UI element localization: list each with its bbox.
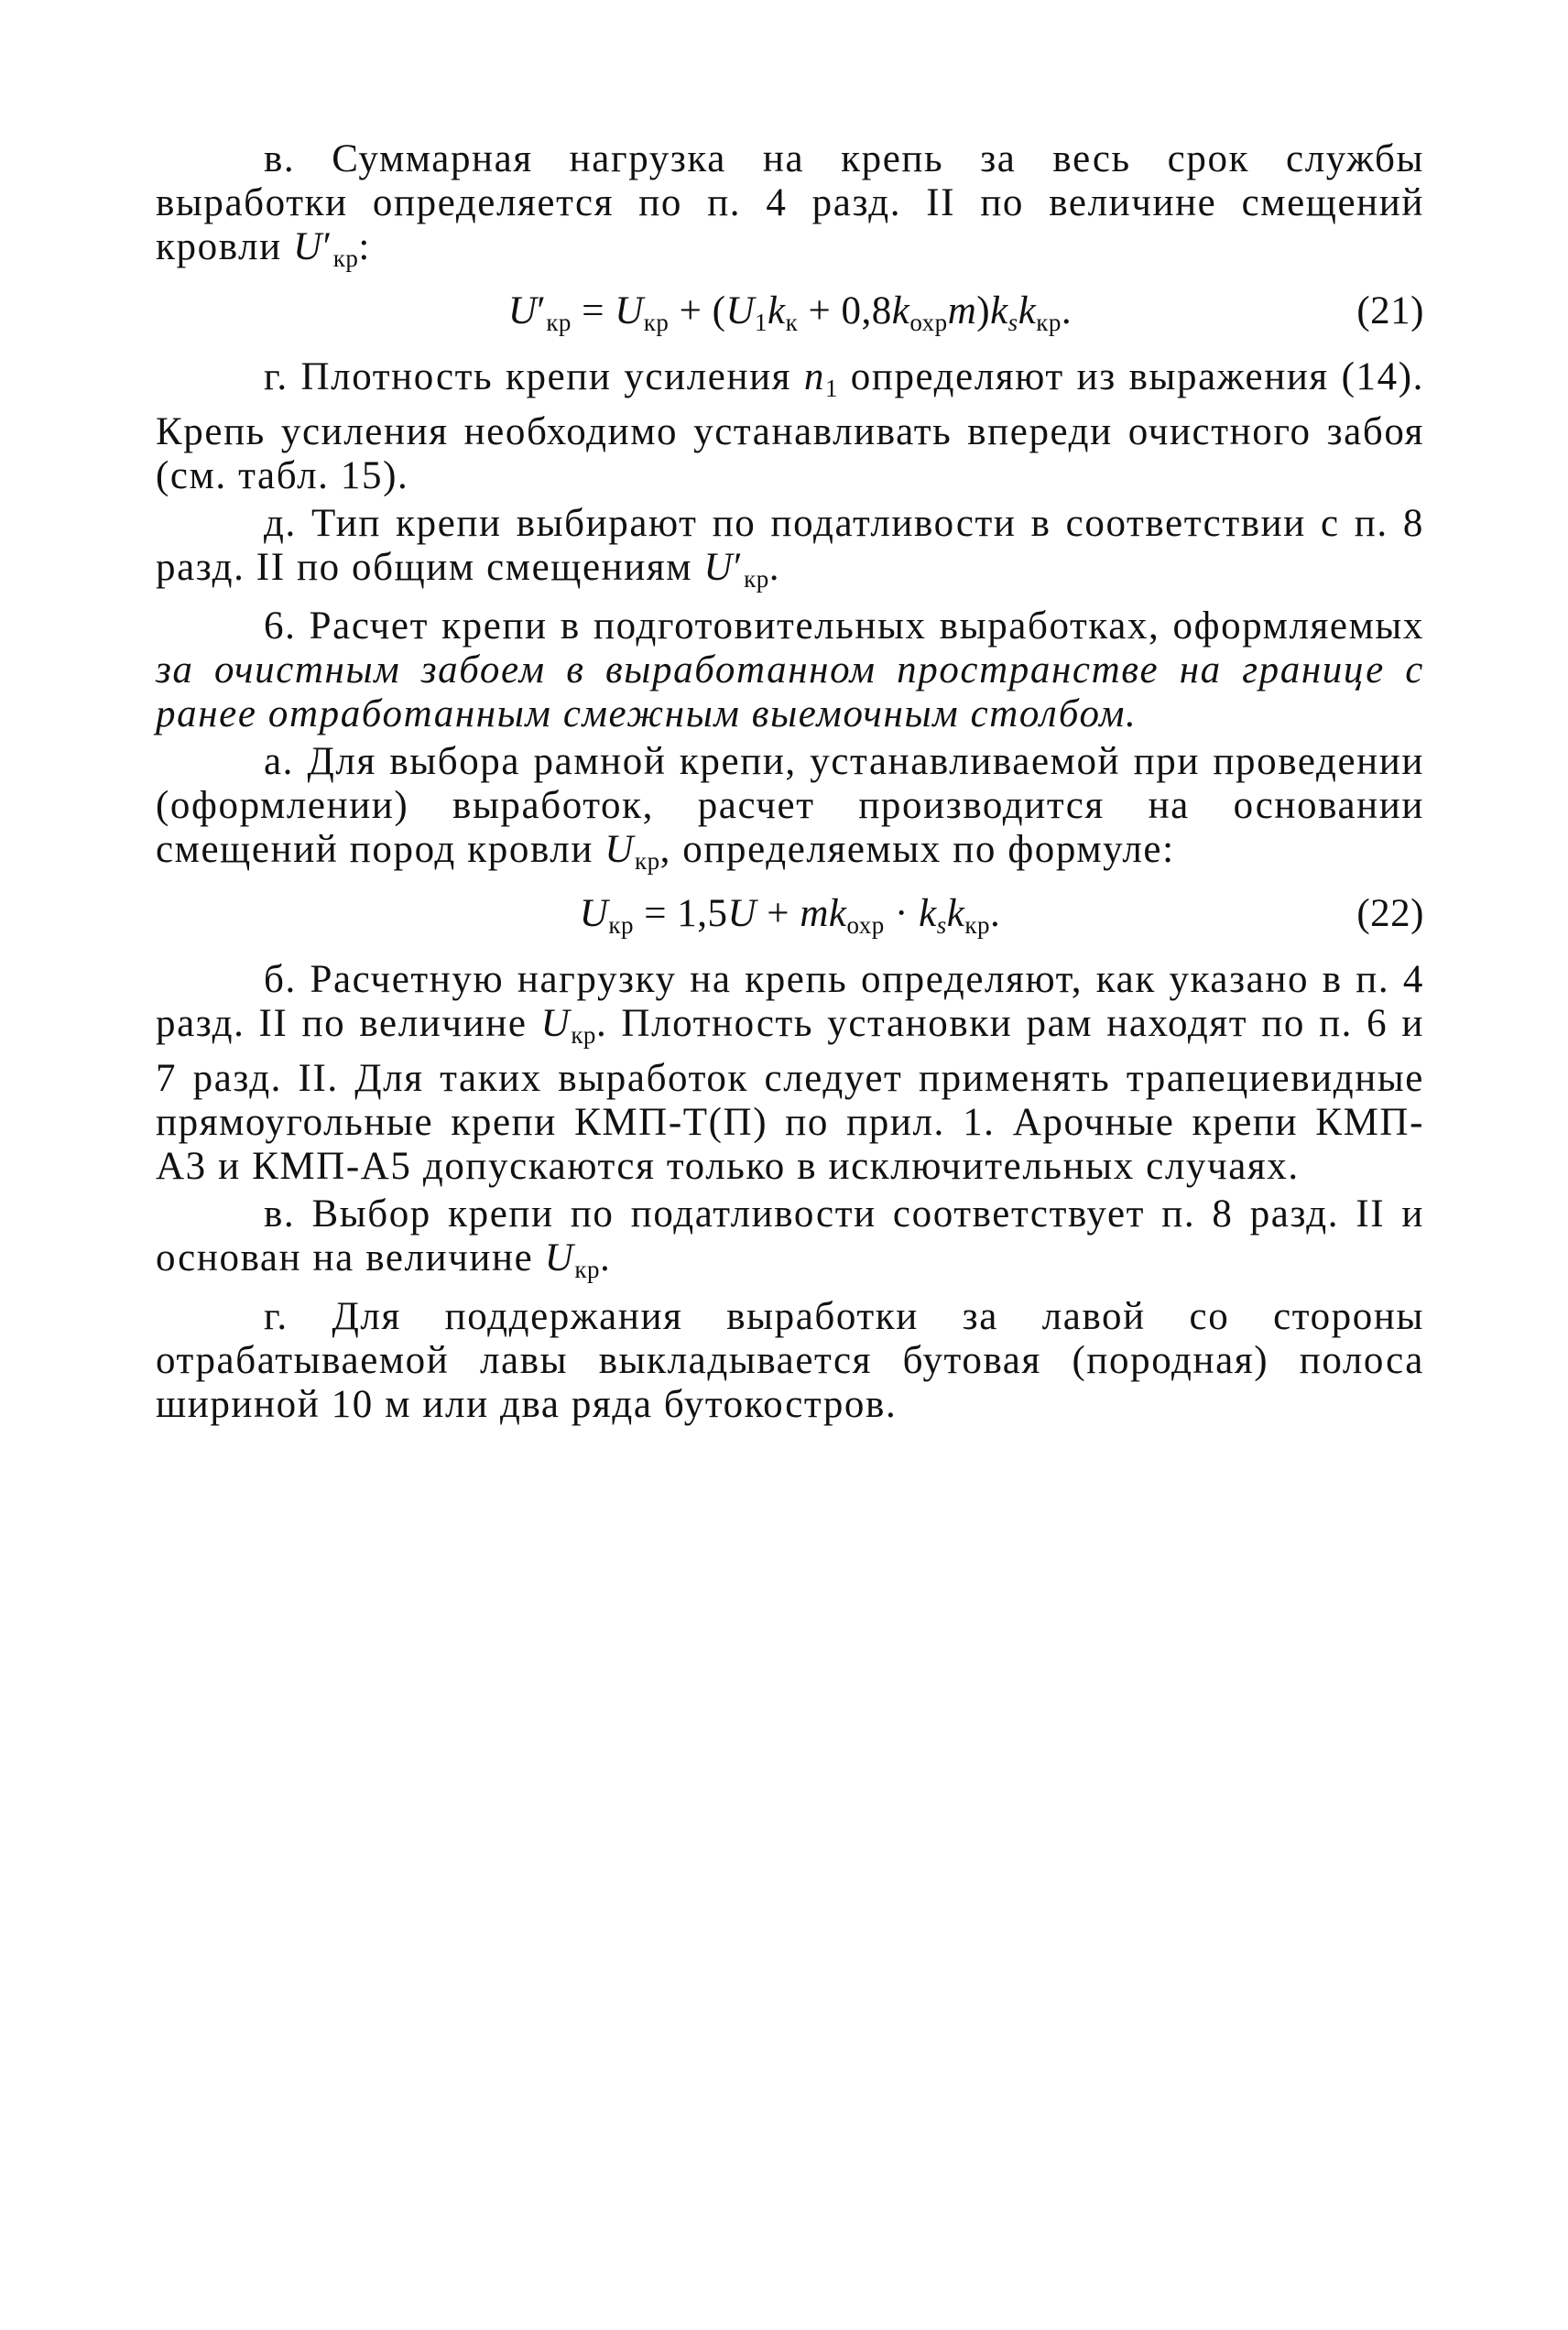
paragraph-d-type: д. Тип крепи выбирают по податливости в соответствии с п. 8 разд. II по общим смещениям $U'_{кр}$. [156,502,1424,593]
formula-21-expression: $U'_{кр} = U_{кр} + (U_1k_к + 0,8k_{охр}m)k_sk_{кр}$. [507,289,1073,336]
formula-22-expression: $U_{кр} = 1,5U + mk_{охр} \cdot k_sk_{кр}$. [579,892,1001,939]
equation-number-21: (21) [1356,289,1424,332]
symbol-u: U [293,225,323,268]
equation-number-22: (22) [1356,892,1424,935]
formula-21 [156,288,1424,335]
paragraph-v-yield-choice: в. Выбор крепи по податливости соответствует п. 8 разд. II и основан на величине $U_{кр}$. [156,1192,1424,1283]
paragraph-a-frame-support: а. Для выбора рамной крепи, устанавливаемой при проведении (оформлении) выработок, расчет производится на основании смещений пород кровли $U_{кр}$, определяемых по формуле: [156,740,1424,875]
paragraph-g-density: г. Плотность крепи усиления $n_1$ определяют из выражения (14). Крепь усиления необходимо устанавливать впереди очистного забоя (см. табл. 15). [156,355,1424,497]
paragraph-6-calculation: 6. Расчет крепи в подготовительных выработках, оформляемых за очистным забоем в выработанном пространстве на границе с ранее отработанным смежным выемочным столбом. [156,604,1424,735]
formula-22 [156,890,1424,938]
paragraph-b-design-load: б. Расчетную нагрузку на крепь определяют, как указано в п. 4 разд. II по величине $U_{кр}$. Плотность установки рам находят по п. 6 и 7 разд. II. Для таких выработок следует применять трапециевидные прямоугольные крепи КМП-Т(П) по прил. 1. Арочные крепи КМП-А3 и КМП-А5 допускаются только в исключительных случаях. [156,958,1425,1188]
document-page [156,137,1424,1431]
paragraph-g-support-strip: г. Для поддержания выработки за лавой со стороны отрабатываемой лавы выкладывается бутовая (породная) полоса шириной 10 м или два ряда бутокостров. [156,1295,1424,1426]
paragraph-v-total-load: в. Суммарная нагрузка на крепь за весь срок службы выработки определяется по п. 4 разд. II по величине смещений кровли $U'_{кр}$: [156,137,1424,272]
